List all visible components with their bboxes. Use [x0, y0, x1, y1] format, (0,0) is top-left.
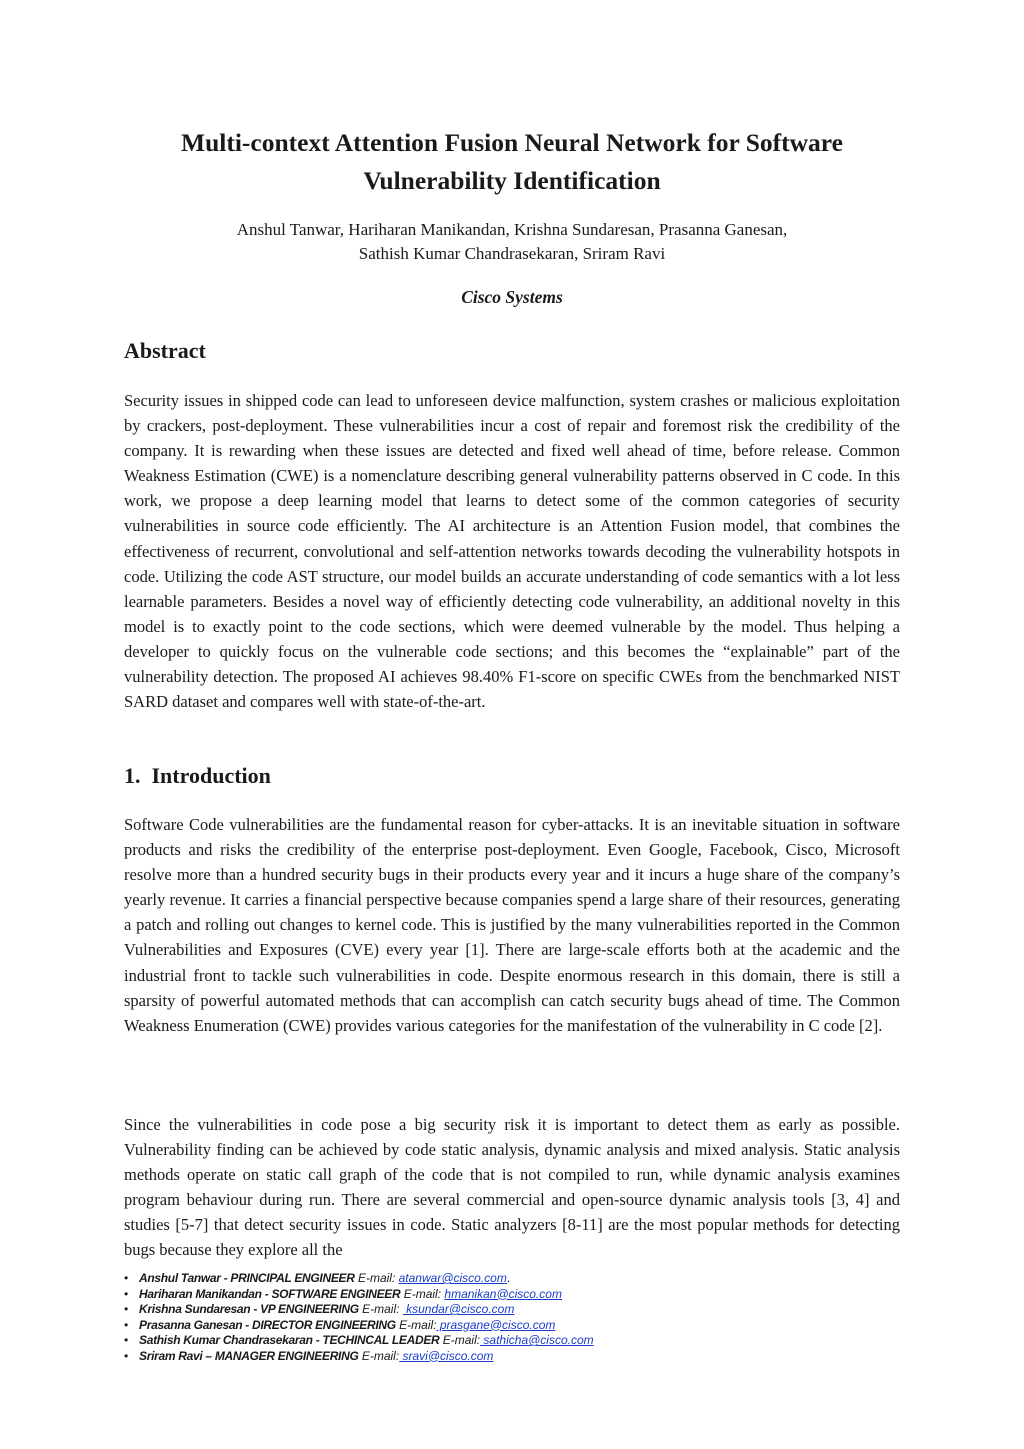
- footnote-role: Hariharan Manikandan - SOFTWARE ENGINEER: [139, 1286, 401, 1301]
- footnote-email-label: E-mail:: [354, 1271, 399, 1285]
- footnote-email-label: E-mail:: [400, 1286, 445, 1301]
- footnote-item: [124, 1302, 900, 1318]
- footnote-role: Sathish Kumar Chandrasekaran - TECHINCAL LEADER: [139, 1333, 440, 1347]
- footnote-email-link[interactable]: hmanikan@cisco.com: [444, 1286, 562, 1301]
- footnote-email-label: E-mail:: [358, 1302, 403, 1316]
- footnote-item: [124, 1287, 900, 1303]
- footnote-email-link[interactable]: sravi@cisco.com: [399, 1348, 494, 1363]
- footnote-email-link[interactable]: prasgane@cisco.com: [436, 1317, 556, 1332]
- affiliation: Cisco Systems: [461, 287, 563, 307]
- paper-title: Multi-context Attention Fusion Neural Network for Software Vulnerability Identification: [181, 128, 843, 195]
- footnote-email-link[interactable]: atanwar@cisco.com: [398, 1271, 507, 1285]
- author-list: [124, 218, 900, 266]
- introduction-heading: 1. Introduction: [124, 763, 271, 788]
- footnote-role: Anshul Tanwar - PRINCIPAL ENGINEER: [139, 1271, 355, 1285]
- author-line-2: Sathish Kumar Chandrasekaran, Sriram Ravi: [358, 244, 666, 263]
- footnote-role: Sriram Ravi – MANAGER ENGINEERING: [139, 1348, 359, 1363]
- footnote-email-label: E-mail:: [358, 1348, 400, 1363]
- footnote-suffix: .: [506, 1271, 511, 1285]
- introduction-paragraph-1: Software Code vulnerabilities are the fundamental reason for cyber-attacks. It is an inevitable situation in software products and risks the credibility of the enterprise post-deployment. Even Google, Facebook, Cisco, Microsoft resolve more than a hundred security bugs in their products every year and it incurs a huge share of the company’s yearly revenue. It carries a financial perspective because companies spend a large share of their resources, generating a patch and rolling out changes to kernel code. This is justified by the many vulnerabilities reported in the Common Vulnerabilities and Exposures (CVE) every year [1]. There are large-scale efforts both at the academic and the industrial front to tackle such vulnerabilities in code. Despite enormous research in this domain, there is still a sparsity of powerful automated methods that can accomplish can catch security bugs ahead of time. The Common Weakness Enumeration (CWE) provides various categories for the manifestation of the vulnerability in C code [2].: [124, 815, 900, 1035]
- abstract-text: Security issues in shipped code can lead to unforeseen device malfunction, system crashes or malicious exploitation by crackers, post-deployment. These vulnerabilities incur a cost of repair and foremost risk the credibility of the company. It is rewarding when these issues are detected and fixed well ahead of time, before release. Common Weakness Estimation (CWE) is a nomenclature describing general vulnerability patterns observed in C code. In this work, we propose a deep learning model that learns to detect some of the common categories of security vulnerabilities in source code efficiently. The AI architecture is an Attention Fusion model, that combines the effectiveness of recurrent, convolutional and self-attention networks towards decoding the vulnerability hotspots in code. Utilizing the code AST structure, our model builds an accurate understanding of code semantics with a lot less learnable parameters. Besides a novel way of efficiently detecting code vulnerability, an additional novelty in this model is to exactly point to the code sections, which were deemed vulnerable by the model. Thus helping a developer to quickly focus on the vulnerable code sections; and this becomes the “explainable” part of the vulnerability detection. The proposed AI achieves 98.40% F1-score on specific CWEs from the benchmarked NIST SARD dataset and compares well with state-of-the-art.: [124, 391, 900, 712]
- bullet-icon: •: [124, 1348, 129, 1363]
- bullet-icon: •: [124, 1271, 129, 1285]
- bullet-icon: •: [124, 1333, 129, 1347]
- footnote-email-label: E-mail:: [395, 1317, 437, 1332]
- footnote-item: [124, 1333, 900, 1349]
- bullet-icon: •: [124, 1302, 129, 1316]
- abstract-heading: Abstract: [124, 338, 206, 363]
- footnote-email-link[interactable]: sathicha@cisco.com: [480, 1333, 594, 1347]
- author-line-1: Anshul Tanwar, Hariharan Manikandan, Krishna Sundaresan, Prasanna Ganesan,: [236, 220, 788, 239]
- footnote-email-label: E-mail:: [439, 1333, 481, 1347]
- bullet-icon: •: [124, 1286, 129, 1301]
- footnote-role: Krishna Sundaresan - VP ENGINEERING: [139, 1302, 359, 1316]
- footnote-email-link[interactable]: ksundar@cisco.com: [402, 1302, 515, 1316]
- footnote-item: [124, 1349, 900, 1365]
- footnote-role: Prasanna Ganesan - DIRECTOR ENGINEERING: [139, 1317, 396, 1332]
- introduction-paragraph-2: Since the vulnerabilities in code pose a big security risk it is important to detect them as early as possible. Vulnerability finding can be achieved by code static analysis, dynamic analysis and mixed analysis. Static analysis methods operate on static call graph of the code that is not compiled to run, while dynamic analysis examines program behaviour during run. There are several commercial and open-source dynamic analysis tools [3, 4] and studies [5-7] that detect security issues in code. Static analyzers [8-11] are the most popular methods for detecting bugs because they explore all the: [124, 1115, 900, 1260]
- bullet-icon: •: [124, 1317, 129, 1332]
- footnote-item: [124, 1318, 900, 1334]
- footnote-item: [124, 1271, 900, 1287]
- author-footnotes: [124, 1271, 900, 1364]
